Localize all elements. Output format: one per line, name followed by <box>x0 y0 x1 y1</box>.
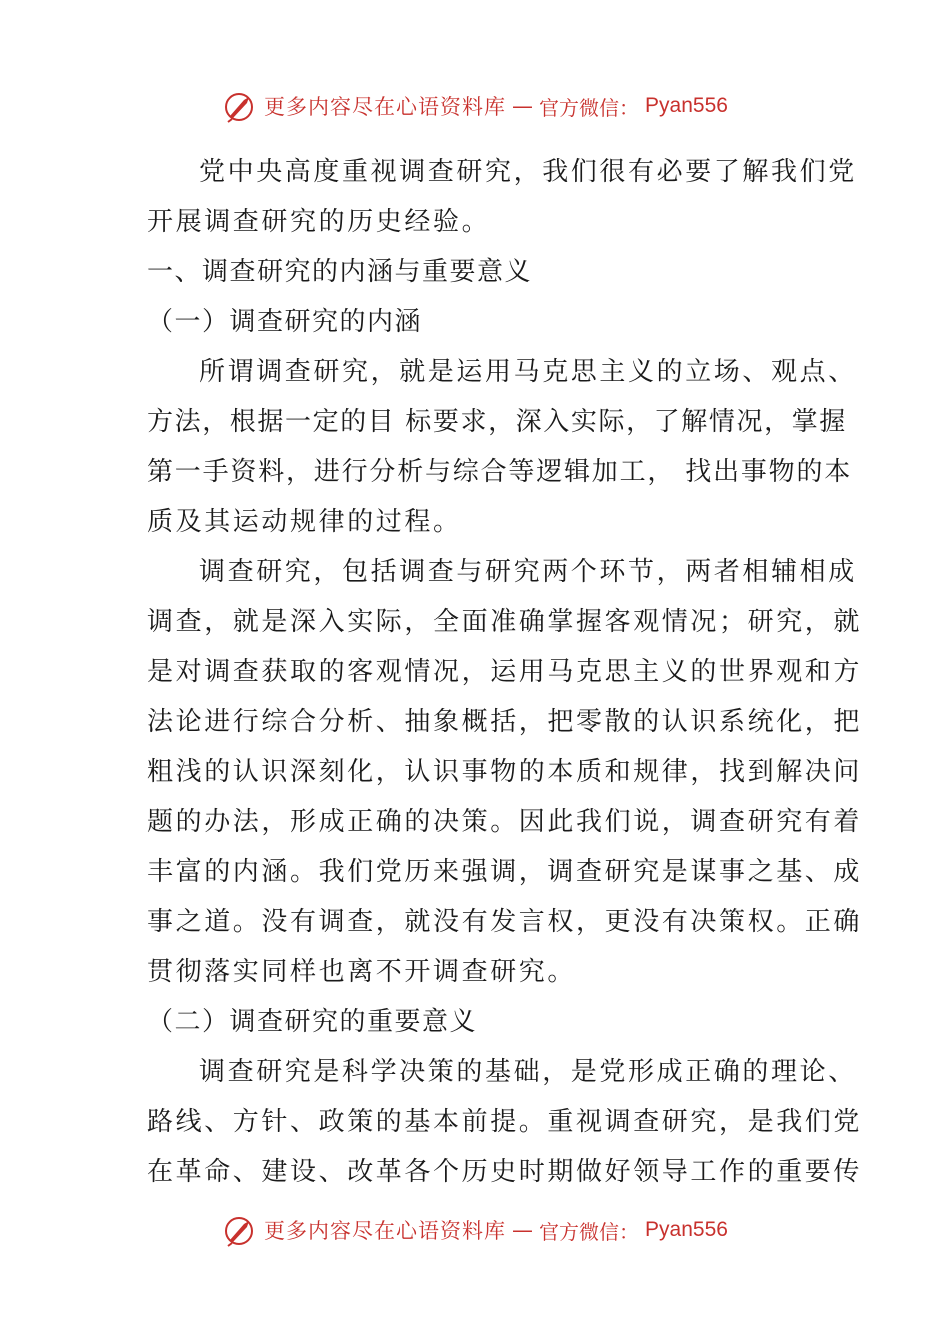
paragraph-line: 丰富的内涵。我们党历来强调，调查研究是谋事之基、成 <box>147 857 863 887</box>
paragraph-line: 事之道。没有调查，就没有发言权，更没有决策权。正确 <box>147 907 863 937</box>
paragraph-line: 调查研究，包括调查与研究两个环节，两者相辅相成 <box>199 557 857 587</box>
subsection-heading: （二）调查研究的重要意义 <box>147 1007 478 1037</box>
paragraph-line: 是对调查获取的客观情况，运用马克思主义的世界观和方 <box>147 657 863 687</box>
pen-nib-logo-icon <box>222 88 258 124</box>
document-body <box>147 147 863 1197</box>
paragraph-line: 质及其运动规律的过程。 <box>147 507 462 537</box>
paragraph-line: 党中央高度重视调查研究，我们很有必要了解我们党 <box>199 157 857 187</box>
paragraph-line: 调查研究是科学决策的基础，是党形成正确的理论、 <box>199 1057 857 1087</box>
header-watermark-banner <box>0 86 950 126</box>
banner-wechat-handle: Pyan556 <box>645 1218 728 1241</box>
paragraph-line: 第一手资料，进行分析与综合等逻辑加工， 找出事物的本 <box>147 457 853 487</box>
paragraph-line: 方法，根据一定的目 标要求，深入实际，了解情况，掌握 <box>147 407 847 437</box>
banner-brand-text: 更多内容尽在心语资料库 <box>264 1219 507 1243</box>
paragraph-line: 在革命、建设、改革各个历史时期做好领导工作的重要传 <box>147 1157 863 1187</box>
banner-wechat-label: 官方微信： <box>539 1219 640 1244</box>
banner-dash: — <box>512 94 534 118</box>
banner-wechat-label: 官方微信： <box>539 95 640 120</box>
banner-dash: — <box>512 1218 534 1242</box>
paragraph-line: 贯彻落实同样也离不开调查研究。 <box>147 957 577 987</box>
banner-wechat-handle: Pyan556 <box>645 94 728 117</box>
paragraph-line: 粗浅的认识深刻化，认识事物的本质和规律，找到解决问 <box>147 757 863 787</box>
footer-watermark-banner <box>0 1210 950 1250</box>
paragraph-line: 所谓调查研究，就是运用马克思主义的立场、观点、 <box>199 357 857 387</box>
paragraph-line: 调查，就是深入实际，全面准确掌握客观情况；研究，就 <box>147 607 863 637</box>
paragraph-line: 路线、方针、政策的基本前提。重视调查研究，是我们党 <box>147 1107 863 1137</box>
paragraph-line: 开展调查研究的历史经验。 <box>147 207 491 237</box>
subsection-heading: （一）调查研究的内涵 <box>147 307 423 337</box>
section-heading: 一、调查研究的内涵与重要意义 <box>147 257 533 287</box>
pen-nib-logo-icon <box>222 1212 258 1248</box>
banner-brand-text: 更多内容尽在心语资料库 <box>264 95 507 119</box>
paragraph-line: 法论进行综合分析、抽象概括，把零散的认识系统化，把 <box>147 707 863 737</box>
paragraph-line: 题的办法，形成正确的决策。因此我们说，调查研究有着 <box>147 807 863 837</box>
